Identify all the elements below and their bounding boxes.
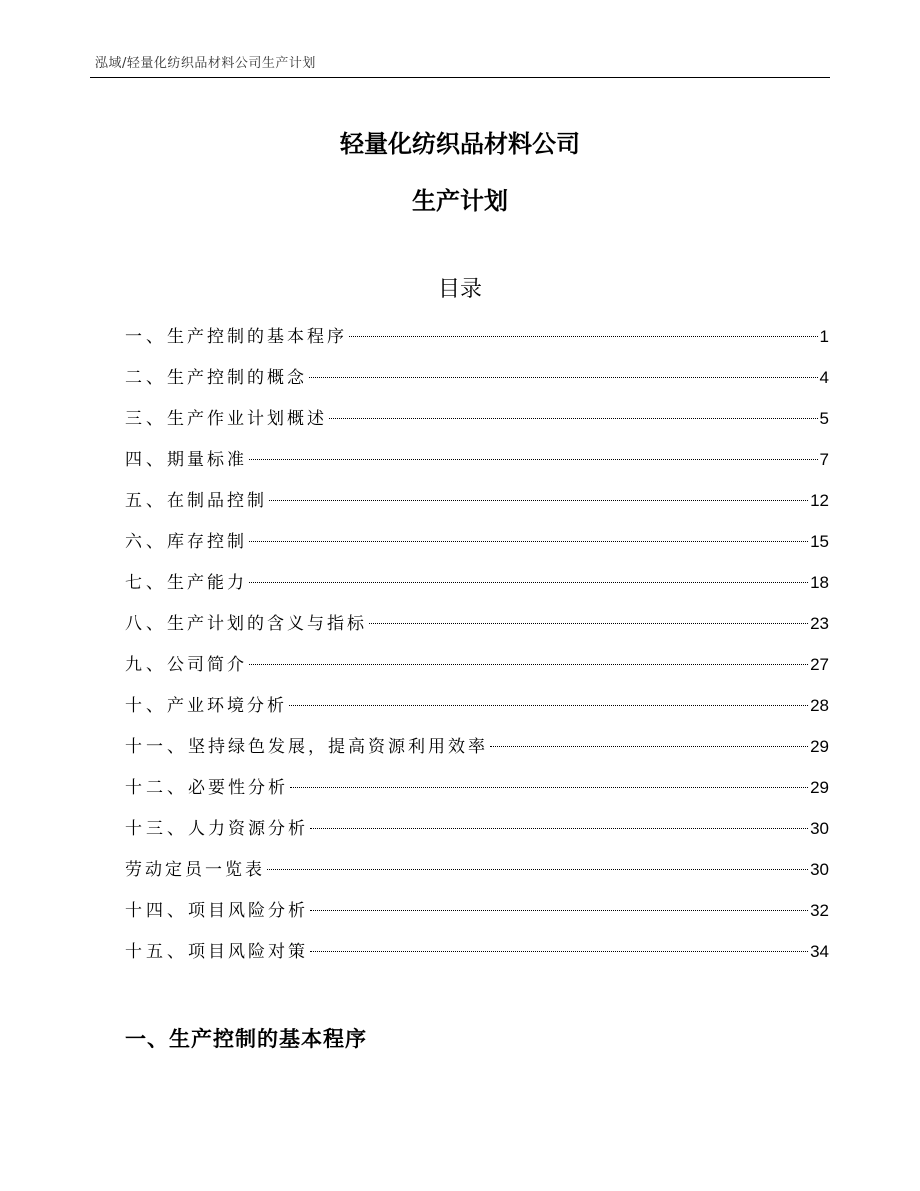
toc-entry-number: 十五、 (125, 942, 188, 962)
toc-entry-page: 34 (810, 942, 829, 961)
toc-leader-dots (369, 623, 808, 624)
toc-leader-dots (269, 500, 808, 501)
toc-entry-number: 四、 (125, 450, 167, 470)
toc-leader-dots (249, 582, 808, 583)
toc-leader-dots (329, 418, 818, 419)
toc-entry-page: 29 (810, 778, 829, 797)
toc-leader-dots (309, 377, 818, 378)
toc-entry-page: 5 (819, 409, 829, 428)
document-subtitle: 生产计划 (412, 187, 508, 215)
toc-entry[interactable] (125, 529, 829, 570)
document-title: 轻量化纺织品材料公司 (340, 130, 580, 158)
toc-entry-title: 公司简介 (167, 655, 247, 675)
toc-entry-number: 六、 (125, 532, 167, 552)
toc-entry[interactable] (125, 939, 829, 980)
toc-entry-number: 九、 (125, 655, 167, 675)
toc-entry[interactable] (125, 857, 829, 898)
toc-leader-dots (310, 951, 808, 952)
toc-entry[interactable] (125, 734, 829, 775)
toc-leader-dots (349, 336, 818, 337)
toc-entry-number: 五、 (125, 491, 167, 511)
toc-entry-number: 一、 (125, 327, 167, 347)
toc-entry-number: 三、 (125, 409, 167, 429)
toc-entry[interactable] (125, 898, 829, 939)
toc-entry-title: 生产作业计划概述 (167, 409, 327, 429)
toc-entry-page: 18 (810, 573, 829, 592)
toc-entry-number: 二、 (125, 368, 167, 388)
toc-leader-dots (310, 828, 808, 829)
toc-entry[interactable] (125, 611, 829, 652)
toc-leader-dots (267, 869, 808, 870)
toc-entry-page: 4 (819, 368, 829, 387)
toc-entry-page: 1 (819, 327, 829, 346)
toc-leader-dots (249, 459, 818, 460)
toc-entry-page: 30 (810, 860, 829, 879)
toc-heading: 目录 (437, 277, 482, 302)
toc-entry-title: 劳动定员一览表 (125, 860, 265, 880)
toc-entry-page: 7 (819, 450, 829, 469)
toc-entry[interactable] (125, 816, 829, 857)
section-heading: 一、生产控制的基本程序 (125, 1027, 367, 1051)
toc-entry[interactable] (125, 570, 829, 611)
toc-entry[interactable] (125, 775, 829, 816)
toc-leader-dots (490, 746, 808, 747)
toc-entry[interactable] (125, 324, 829, 365)
header-divider (90, 77, 830, 78)
toc-entry-title: 生产控制的基本程序 (167, 327, 347, 347)
toc-entry-number: 十二、 (125, 778, 188, 798)
toc-entry-number: 十三、 (125, 819, 188, 839)
toc-leader-dots (310, 910, 808, 911)
toc-entry-number: 七、 (125, 573, 167, 593)
toc-entry[interactable] (125, 488, 829, 529)
toc-entry[interactable] (125, 652, 829, 693)
toc-entry-page: 32 (810, 901, 829, 920)
toc-entry-title: 生产控制的概念 (167, 368, 307, 388)
toc-entry-title: 在制品控制 (167, 491, 267, 511)
toc-entry-title: 必要性分析 (188, 778, 288, 798)
toc-entry[interactable] (125, 406, 829, 447)
toc-entry-title: 项目风险对策 (188, 942, 308, 962)
toc-entry-page: 23 (810, 614, 829, 633)
toc-entry[interactable] (125, 447, 829, 488)
toc-entry-title: 库存控制 (167, 532, 247, 552)
toc-entry-title: 产业环境分析 (167, 696, 287, 716)
toc-entry-title: 生产能力 (167, 573, 247, 593)
toc-leader-dots (289, 705, 808, 706)
toc-leader-dots (290, 787, 808, 788)
toc-entry-title: 生产计划的含义与指标 (167, 614, 367, 634)
toc-leader-dots (249, 664, 808, 665)
toc-entry-number: 十一、 (125, 737, 188, 757)
toc-entry-number: 十、 (125, 696, 167, 716)
toc-entry[interactable] (125, 365, 829, 406)
toc-leader-dots (249, 541, 808, 542)
toc-entry-number: 十四、 (125, 901, 188, 921)
toc-entry-title: 项目风险分析 (188, 901, 308, 921)
toc-entry-page: 28 (810, 696, 829, 715)
table-of-contents (125, 324, 829, 980)
toc-entry-title: 坚持绿色发展，提高资源利用效率 (188, 737, 488, 757)
toc-entry-page: 12 (810, 491, 829, 510)
toc-entry-number: 八、 (125, 614, 167, 634)
toc-entry-page: 30 (810, 819, 829, 838)
running-header: 泓域/轻量化纺织品材料公司生产计划 (95, 56, 316, 71)
toc-entry-page: 15 (810, 532, 829, 551)
toc-entry-page: 29 (810, 737, 829, 756)
toc-entry-title: 人力资源分析 (188, 819, 308, 839)
toc-entry[interactable] (125, 693, 829, 734)
toc-entry-page: 27 (810, 655, 829, 674)
toc-entry-title: 期量标准 (167, 450, 247, 470)
